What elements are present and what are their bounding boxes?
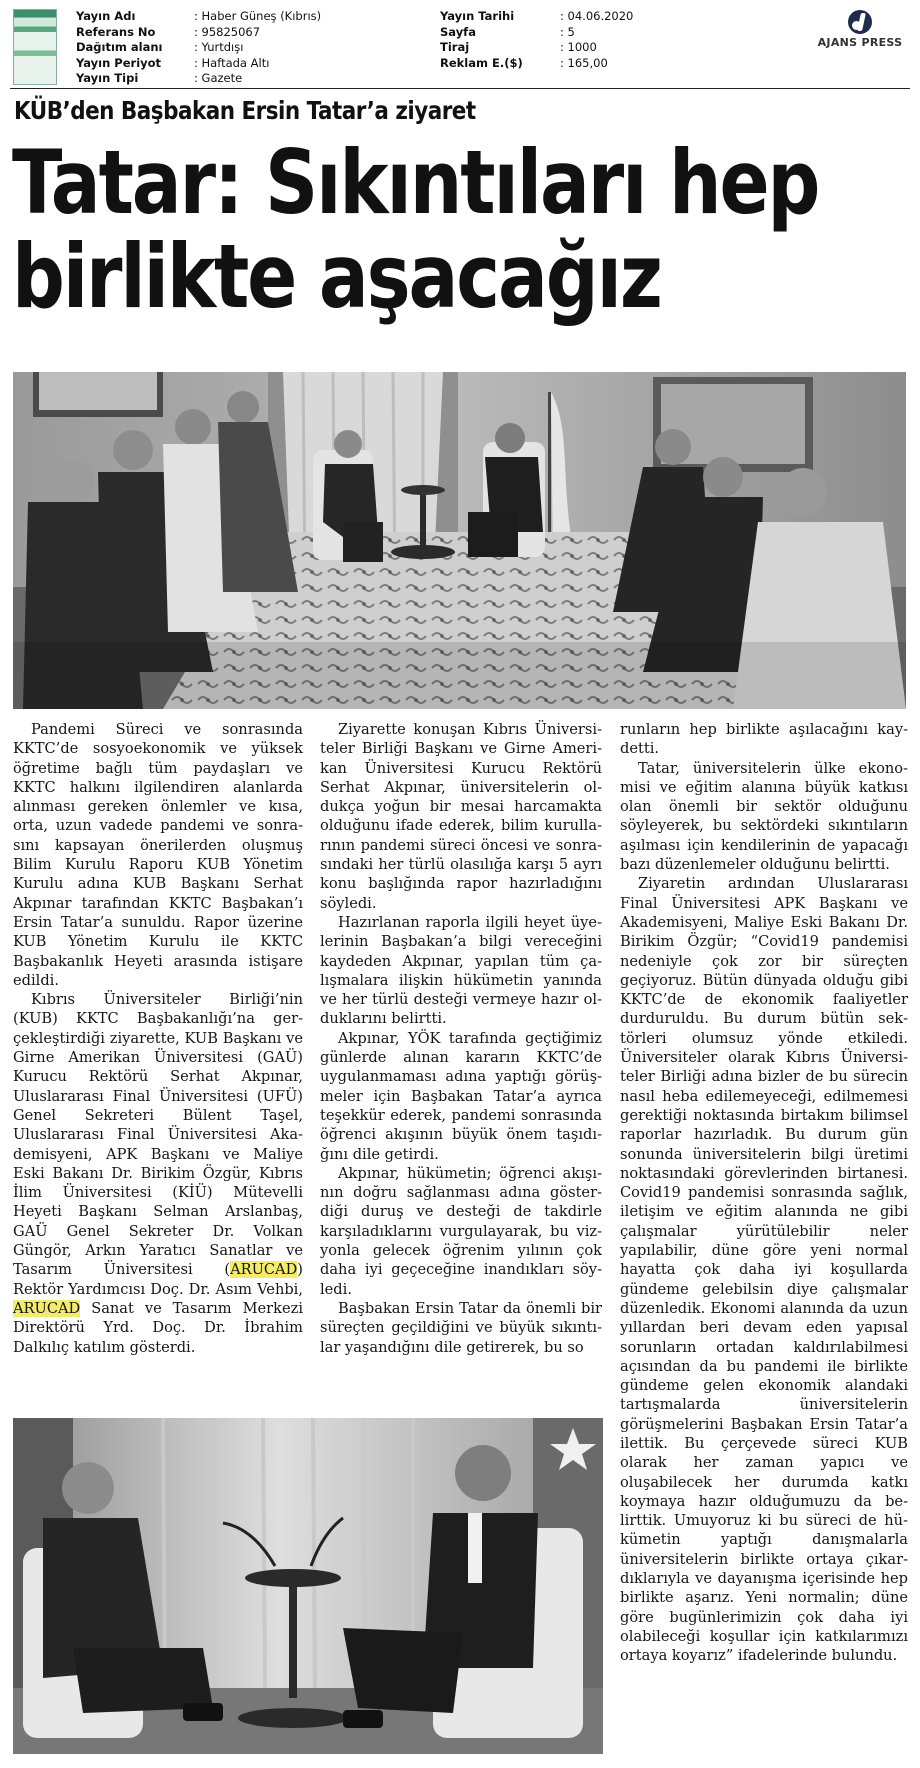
meta-label: Tiraj [440, 40, 470, 55]
article-kicker: KÜB’den Başbakan Ersin Tatar’a ziyaret [14, 96, 476, 125]
ajans-press-logo [810, 10, 910, 50]
meta-value: : Gazete [194, 71, 243, 86]
meta-row [76, 9, 424, 25]
tatar-meeting-photo [13, 1418, 603, 1754]
meta-value: : 5 [560, 24, 575, 39]
header-divider [10, 88, 910, 89]
clipping-header [0, 0, 920, 92]
meta-label: Reklam E.($) [440, 55, 523, 70]
publication-info-left [76, 9, 424, 87]
meta-row [76, 71, 424, 87]
meta-value: : Haftada Altı [194, 55, 270, 70]
body-paragraph: Tatar, üniversitelerin ülke ekonomisi ve eğitim alanına büyük katkısı olan önemli bir sektör olduğunu söyleyerek, bu sektördeki sıkıntıların aşılması için kendilerinin de yapacağı bazı düzenlemeler olduğunu belirtti. [620, 759, 908, 874]
body-paragraph: Ziyaretin ardından Uluslararası Final Üniversitesi APK Başkanı ve Akademisyeni, Maliye Eski Bakanı Dr. Birikim Özgür; “Covid19 pandemisi nedeniyle çok zor bir süreçten geçiyoruz. Bütün dünyada olduğu gibi KKTC’de de ekonomik faaliyetler durduruldu. Bu durum bütün sektörleri olumsuz yönde etkiledi. Üniversiteler olarak Kıbrıs Üniversiteler Birliği adına bizler de bu sürecin nasıl heba edilemeyeceği, edilmemesi gerektiği noktasında birtakım bilimsel raporlar hazırladık. Bu durum gün sonunda üniversitelerin bilgi üretimi noktasındaki görevlerinden birtanesi. Covid19 pandemisi sonrasında sağlık, iletişim ve eğitim alanında ne gibi çalışmalar yürütülebilir neler yapılabilir, düne göre yeni normal hayatta çok daha iyi koşullarda gündeme gelebilsin diye çalışmalar düzenledik. Ekonomi alanında da uzun yıllardan beri devam eden yapısal sorunların ortadan kaldırılabilmesi açısından da bu pandemi ile birlikte gündeme gelen ekonomik alandaki tartışmalarda üniversitelerin görüşmelerini Başbakan Ersin Tatar’a ilettik. Bu çerçevede süreci KUB olarak her zaman yapıcı ve oluşabilecek her durumda katkı koymaya hazır olduğumuzu da belirttik. Umuyoruz ki bu süreci de hükümetin yaptığı danışmalarla üniversitelerin birlikte ortaya çıkardıklarıyla ve dayanışma içerisinde hep birlikte aşarız. Yeni normalin; düne göre bugünlerimizin çok daha iyi olabileceği koşullar için katkılarımızı ortaya koyarız” ifadelerinde bulundu. [620, 875, 908, 1665]
ajans-press-logo-icon [848, 10, 872, 34]
highlighted-term: ARUCAD [230, 1261, 298, 1279]
meta-row [440, 56, 690, 72]
meta-row [440, 25, 690, 41]
meta-value: : Haber Güneş (Kıbrıs) [194, 9, 322, 23]
meta-value: : 165,00 [560, 55, 608, 70]
body-paragraph: Ziyarette konuşan Kıbrıs Üniversiteler Birliği Başkanı ve Girne Amerikan Üniversitesi Kurucu Rektörü Serhat Akpınar, üniversitelerin oldukça yoğun bir mesai harcamakta olduğunu ifade ederek, bilim kurullarının pandemi süreci öncesi ve sonrasındaki her türlü olasılığa karşı 5 ayrı konu başlığında rapor hazırladığını söyledi. [320, 721, 602, 912]
body-text: ) Rektör Yardımcısı Doç. Dr. Asım Vehbi, [13, 1261, 303, 1298]
body-text: Kıbrıs Üniversiteler Birliği’nin (KUB) KKTC Başbakanlığı’na gerçekleştirdiği ziyarette, KUB Başkanı ve Girne Amerikan Üniversitesi (GAÜ) Kurucu Rektörü Serhat Akpınar, Uluslararası Final Üniversitesi (UFÜ) Genel Sekreteri Bülent Taşel, Uluslararası Final Üniversitesi Akademisyeni, APK Başkanı ve Maliye Eski Bakanı Dr. Birikim Özgür, Kıbrıs İlim Üniversitesi (KİÜ) Mütevelli Heyeti Başkanı Selman Arslanbaş, GAÜ Genel Sekreter Dr. Volkan Güngör, Arkın Yaratıcı Sanatlar ve Tasarım Üniversitesi ( [13, 991, 303, 1279]
body-paragraph: Akpınar, hükümetin; öğrenci akışının doğru sağlanması adına gösterdiği duruş ve desteği de takdirle karşıladıklarını vurgulayarak, bu vizyonla gelecek öğrenim yılının çok daha iyi geçeceğine inandıkları söyledi. [320, 1164, 602, 1298]
meta-label: Yayın Tipi [76, 71, 139, 86]
article-column-2 [320, 720, 602, 1357]
meta-value: : 95825067 [194, 24, 261, 39]
body-paragraph: Hazırlanan raporla ilgili heyet üyelerinin Başbakan’a bilgi vereceğini kaydeden Akpınar, yapılan tüm çalışmalara ilişkin hükümetin yanında ve her türlü desteği vermeye hazır olduklarını belirtti. [320, 913, 602, 1028]
headline-line: Tatar: Sıkıntıları hep [12, 131, 819, 234]
article-headline [12, 131, 920, 328]
headline-line: birlikte aşacağız [12, 225, 661, 328]
body-paragraph: Pandemi Süreci ve sonrasında KKTC’de sosyoekonomik ve yüksek öğretime bağlı tüm paydaşları ve KKTC halkını ilgilendiren alanlarda alınması gereken önlemler ve kısa, orta, uzun vadede pandemi ve sonrasını kapsayan önerilerden oluşmuş Bilim Kurulu Raporu KUB Yönetim Kurulu adına KUB Başkanı Serhat Akpınar tarafından KKTC Başbakan’ı Ersin Tatar’a sunuldu. Rapor üzerine KUB Yönetim Kurulu ile KKTC Başbakanlık Heyeti arasında istişare edildi. [13, 721, 303, 989]
meta-label: Sayfa [440, 24, 476, 39]
article-column-3 [620, 720, 908, 1666]
highlighted-term: ARUCAD [13, 1299, 81, 1317]
meta-value: : 1000 [560, 40, 597, 55]
tatar-meeting-photo-illustration [13, 1418, 603, 1754]
meta-label: Yayın Adı [76, 9, 136, 23]
meta-row [76, 56, 424, 72]
publication-info-right [440, 9, 690, 71]
body-text: Sanat ve Tasarım Merkezi Direktörü Yrd. Doç. Dr. İbrahim Dalkılıç katılım gösterdi. [13, 1299, 303, 1356]
meta-label: Dağıtım alanı [76, 40, 163, 55]
body-paragraph: Akpınar, YÖK tarafında geçtiğimiz günlerde alınan kararın KKTC’de uygulanmaması adına yaptığı görüşmeler için Başbakan Tatar’a ayrıca teşekkür ederek, pandemi sonrasında öğrenci akışının büyük önem taşıdığını dile getirdi. [320, 1029, 602, 1163]
body-paragraph [13, 990, 303, 1357]
newspaper-thumbnail [13, 9, 57, 85]
logo-text: AJANS PRESS [817, 36, 903, 49]
meeting-photo [13, 372, 906, 709]
meta-label: Yayın Tarihi [440, 9, 515, 23]
meta-label: Referans No [76, 24, 156, 39]
body-paragraph: Başbakan Ersin Tatar da önemli bir süreçten geçildiğini ve büyük sıkıntılar yaşandığını dile getirerek, bu so [320, 1299, 602, 1356]
body-paragraph: runların hep birlikte aşılacağını kaydetti. [620, 721, 908, 758]
meta-row [76, 40, 424, 56]
meeting-photo-illustration [13, 372, 906, 709]
meta-row [440, 40, 690, 56]
meta-value: : Yurtdışı [194, 40, 244, 55]
meta-value: : 04.06.2020 [560, 9, 634, 23]
meta-row [440, 9, 690, 25]
meta-row [76, 25, 424, 41]
article-column-1 [13, 720, 303, 1357]
meta-label: Yayın Periyot [76, 55, 162, 70]
